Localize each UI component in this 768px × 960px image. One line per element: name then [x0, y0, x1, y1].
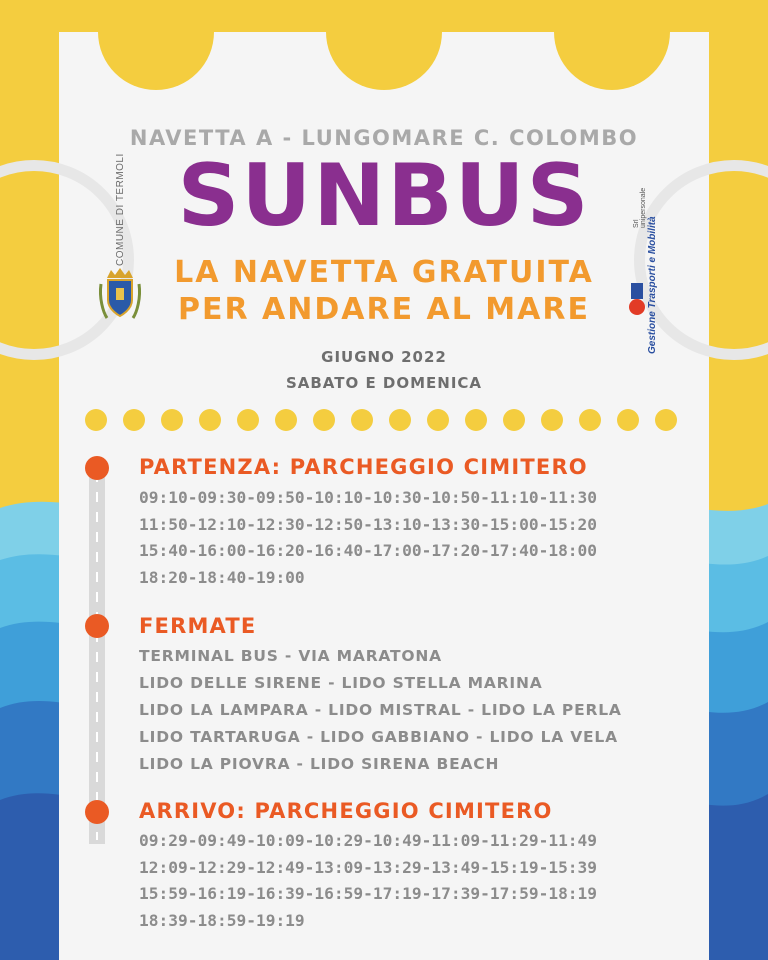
arrival-times-row: 18:39-18:59-19:19	[139, 910, 305, 930]
route-line-dashes	[96, 472, 98, 840]
arrival-times-row: 09:29-09:49-10:09-10:29-10:49-11:09-11:29-11:49	[139, 831, 598, 850]
stops-list	[139, 643, 699, 778]
gtm-small-text: Srl unipersonale	[633, 187, 647, 228]
poster-card	[59, 32, 709, 960]
arrival-times-row: 15:59-16:19-16:39-16:59-17:19-17:39-17:59-18:19	[139, 884, 598, 903]
stops-title: FERMATE	[139, 614, 257, 638]
tagline-line-1: LA NAVETTA GRATUITA	[174, 255, 594, 290]
gtm-logo-text: Gestione Trasporti e Mobilità	[647, 216, 658, 354]
departure-times-row: 09:10-09:30-09:50-10:10-10:30-10:50-11:10-11:30	[139, 488, 598, 507]
arrival-times	[139, 828, 699, 934]
stops-row: LIDO DELLE SIRENE - LIDO STELLA MARINA	[139, 674, 543, 692]
page-title: SUNBUS	[177, 146, 591, 246]
stops-row: LIDO TARTARUGA - LIDO GABBIANO - LIDO LA VELA	[139, 728, 618, 746]
departure-times-row: 18:20-18:40-19:00	[139, 567, 305, 587]
crest-icon	[97, 264, 143, 322]
scallop-edge	[59, 32, 709, 102]
stops-row: LIDO LA PIOVRA - LIDO SIRENA BEACH	[139, 755, 500, 773]
tagline	[59, 254, 709, 328]
stops-row: LIDO LA LAMPARA - LIDO MISTRAL - LIDO LA PERLA	[139, 701, 622, 719]
gtm-logo-icon	[626, 277, 648, 317]
days-label: SABATO E DOMENICA	[285, 374, 483, 392]
departure-times-row: 15:40-16:00-16:20-16:40-17:00-17:20-17:40-18:00	[139, 541, 598, 560]
divider-dots	[85, 406, 685, 434]
route-subtitle: NAVETTA A - LUNGOMARE C. COLOMBO	[129, 126, 639, 150]
departure-node-icon	[85, 456, 109, 480]
departure-times-row: 11:50-12:10-12:30-12:50-13:10-13:30-15:00-15:20	[139, 514, 598, 534]
month-label: GIUGNO 2022	[321, 348, 447, 366]
stops-node-icon	[85, 614, 109, 638]
arrival-node-icon	[85, 800, 109, 824]
departure-title: PARTENZA: PARCHEGGIO CIMITERO	[139, 455, 588, 479]
stops-row: TERMINAL BUS - VIA MARATONA	[139, 647, 442, 665]
tagline-line-2: PER ANDARE AL MARE	[178, 292, 590, 327]
arrival-title: ARRIVO: PARCHEGGIO CIMITERO	[139, 799, 553, 823]
comune-logo-text: COMUNE DI TERMOLI	[115, 153, 126, 267]
schedule-dates	[59, 344, 709, 396]
arrival-times-row: 12:09-12:29-12:49-13:09-13:29-13:49-15:19-15:39	[139, 857, 598, 877]
departure-times	[139, 485, 699, 591]
